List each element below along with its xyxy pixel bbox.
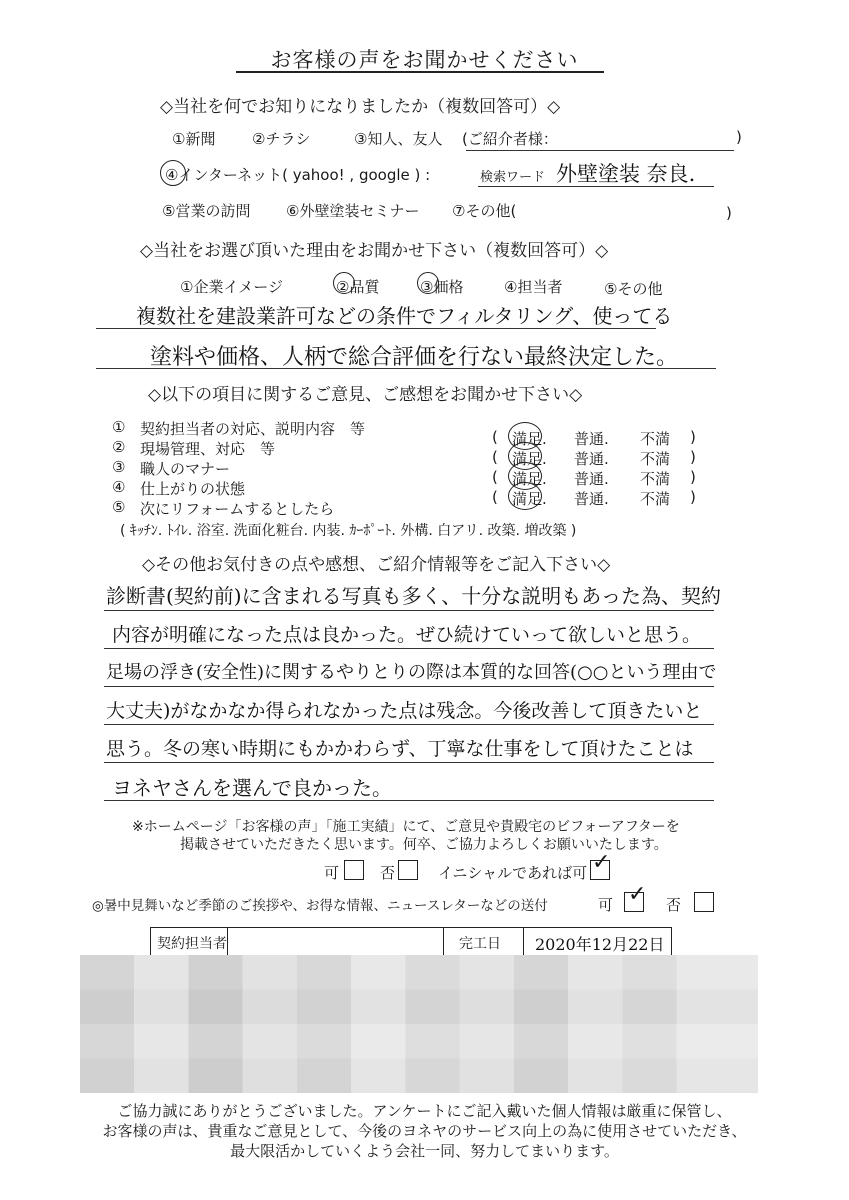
q1-option-newspaper: ①新聞: [172, 130, 216, 148]
staff-label: 契約担当者: [157, 936, 227, 952]
q3-item-4-unsatisfied: 不満: [640, 490, 671, 508]
title-underline: [236, 71, 604, 73]
q3-heading: ◇以下の項目に関するご意見、ご感想をお聞かせ下さい◇: [148, 385, 583, 405]
q2-price-circle: [417, 272, 439, 294]
publish-no-label: 否: [380, 864, 396, 882]
mail-ok-label: 可: [598, 896, 614, 914]
q4-answer-text-2: 内容が明確になった点は良かった。ぜひ続けていって欲しいと思う。: [112, 624, 702, 646]
q3-item-2-close: ): [690, 448, 696, 466]
footer-line-2: お客様の声は、貴重なご意見として、今後のヨネヤのサービス向上の為に使用させていただき、: [102, 1122, 747, 1140]
date-divider-1: [443, 928, 444, 958]
q1-search-word-answer: 外壁塗装 奈良.: [556, 162, 696, 186]
q1-option-friend: ③知人、友人: [354, 130, 443, 148]
q3-item-4-open: (: [492, 488, 498, 506]
q1-option-other: ⑦その他(: [452, 202, 517, 220]
q1-search-word-label: 検索ワード: [480, 170, 546, 185]
q3-item-2-num: ②: [112, 438, 126, 456]
q1-referrer-close: ): [736, 128, 742, 146]
q1-option-sales-visit: ⑤営業の訪問: [162, 202, 251, 220]
q4-line-1: [104, 610, 714, 611]
q3-item-4-normal: 普通.: [574, 490, 609, 508]
publish-ok-label: 可: [324, 864, 340, 882]
q3-item-2-label: 現場管理、対応 等: [140, 440, 276, 458]
q3-item-4-satisfied: 満足.: [512, 490, 547, 508]
q3-item-2-unsatisfied: 不満: [640, 450, 671, 468]
q3-item-2-normal: 普通.: [574, 450, 609, 468]
publish-ok-checkbox[interactable]: [344, 860, 364, 880]
q1-option-flyer: ②チラシ: [252, 130, 311, 148]
q3-item-1-num: ①: [112, 418, 126, 436]
q3-item-3-open: (: [492, 468, 498, 486]
publish-initials-check-icon: ✓: [592, 850, 611, 875]
q1-heading: ◇当社を何でお知りになりましたか（複数回答可）◇: [160, 97, 561, 117]
publish-initials-label: イニシャルであれば可: [438, 864, 588, 882]
mail-no-checkbox[interactable]: [694, 892, 714, 912]
q2-option-other: ⑤その他: [604, 280, 663, 298]
q3-item-1-open: (: [492, 428, 498, 446]
q1-option-seminar: ⑥外壁塗装セミナー: [286, 202, 420, 220]
q3-item-3-close: ): [690, 468, 696, 486]
page-title: お客様の声をお聞かせください: [270, 48, 579, 72]
q3-item-2-open: (: [492, 448, 498, 466]
q3-item-4-circle: [508, 482, 542, 510]
q3-item-3-satisfied: 満足.: [512, 470, 547, 488]
complete-date-value: 2020年12月22日: [535, 935, 665, 954]
q3-item-4-label: 仕上がりの状態: [140, 480, 246, 498]
q1-other-close: ): [726, 204, 732, 222]
q4-answer-text-5: 思う。冬の寒い時期にもかかわらず、丁寧な仕事をして頂けたことは: [106, 738, 694, 760]
q3-item-1-satisfied: 満足.: [512, 430, 547, 448]
q2-option-quality: ②品質: [336, 278, 380, 296]
q1-referrer-line: [466, 150, 734, 151]
mail-ok-check-icon: ✓: [628, 882, 647, 907]
q3-item-3-unsatisfied: 不満: [640, 470, 671, 488]
q1-option-internet: ④インターネット( yahoo! , google ) :: [165, 166, 431, 184]
redacted-area: [80, 955, 758, 1093]
q4-line-2: [104, 648, 714, 649]
q3-item-4-close: ): [690, 488, 696, 506]
publish-no-checkbox[interactable]: [398, 860, 418, 880]
q4-answer-text-4: 大丈夫)がなかなか得られなかった点は残念。今後改善して頂きたいと: [106, 700, 703, 722]
q3-item-5-label: 次にリフォームするとしたら: [140, 500, 335, 518]
notice-line-1: ※ホームページ「お客様の声」「施工実績」にて、ご意見や貴殿宅のビフォーアフターを: [132, 819, 680, 835]
q3-item-1-normal: 普通.: [574, 430, 609, 448]
q3-item-5-num: ⑤: [112, 498, 126, 516]
q4-line-3: [104, 686, 714, 687]
q2-option-image: ①企業イメージ: [180, 278, 283, 296]
date-divider-2: [523, 928, 524, 958]
footer-line-3: 最大限活かしていくよう会社一同、努力してまいります。: [230, 1142, 619, 1160]
mail-text: ◎暑中見舞いなど季節のご挨拶や、お得な情報、ニュースレターなどの送付: [92, 898, 548, 914]
q2-answer-text-2: 塗料や価格、人柄で総合評価を行ない最終決定した。: [150, 345, 679, 370]
q2-option-staff: ④担当者: [504, 278, 563, 296]
q4-answer-text-3: 足場の浮き(安全性)に関するやりとりの際は本質的な回答(○○という理由で: [106, 662, 717, 683]
q2-quality-circle: [333, 272, 355, 294]
q3-item-1-unsatisfied: 不満: [640, 430, 671, 448]
q4-answer-text-6: ヨネヤさんを選んで良かった。: [112, 776, 392, 800]
mail-no-label: 否: [666, 896, 682, 914]
q3-item-3-normal: 普通.: [574, 470, 609, 488]
q3-item-2-satisfied: 満足.: [512, 450, 547, 468]
q4-answer-text-1: 診断書(契約前)に含まれる写真も多く、十分な説明もあった為、契約: [106, 584, 722, 608]
q2-heading: ◇当社をお選び頂いた理由をお聞かせ下さい（複数回答可）◇: [140, 241, 609, 261]
q3-item-1-close: ): [690, 428, 696, 446]
q4-line-5: [104, 762, 714, 763]
notice-line-2: 掲載させていただきたく思います。何卒、ご協力よろしくお願いいたします。: [180, 837, 668, 853]
q2-option-price: ③価格: [420, 278, 464, 296]
footer-line-1: ご協力誠にありがとうございました。アンケートにご記入戴いた個人情報は厳重に保管し、: [117, 1102, 732, 1120]
staff-divider: [227, 928, 228, 958]
q3-item-1-label: 契約担当者の対応、説明内容 等: [140, 420, 366, 438]
q4-heading: ◇その他お気付きの点や感想、ご紹介情報等をご記入下さい◇: [142, 555, 611, 575]
q2-answer-text-1: 複数社を建設業許可などの条件でフィルタリング、使ってる: [136, 304, 673, 328]
q4-line-4: [104, 724, 714, 725]
complete-label: 完工日: [459, 936, 501, 952]
q3-item-3-label: 職人のマナー: [140, 460, 231, 478]
q3-item-4-num: ④: [112, 478, 126, 496]
q3-reform-options: ( ｷｯﾁﾝ. ﾄｲﾚ. 浴室. 洗面化粧台. 内装. ｶｰﾎﾟｰﾄ. 外構. 白アリ. 改築. 増改築 ): [120, 523, 577, 539]
q1-referrer-label: (ご紹介者様：: [462, 130, 558, 148]
q3-item-3-num: ③: [112, 458, 126, 476]
